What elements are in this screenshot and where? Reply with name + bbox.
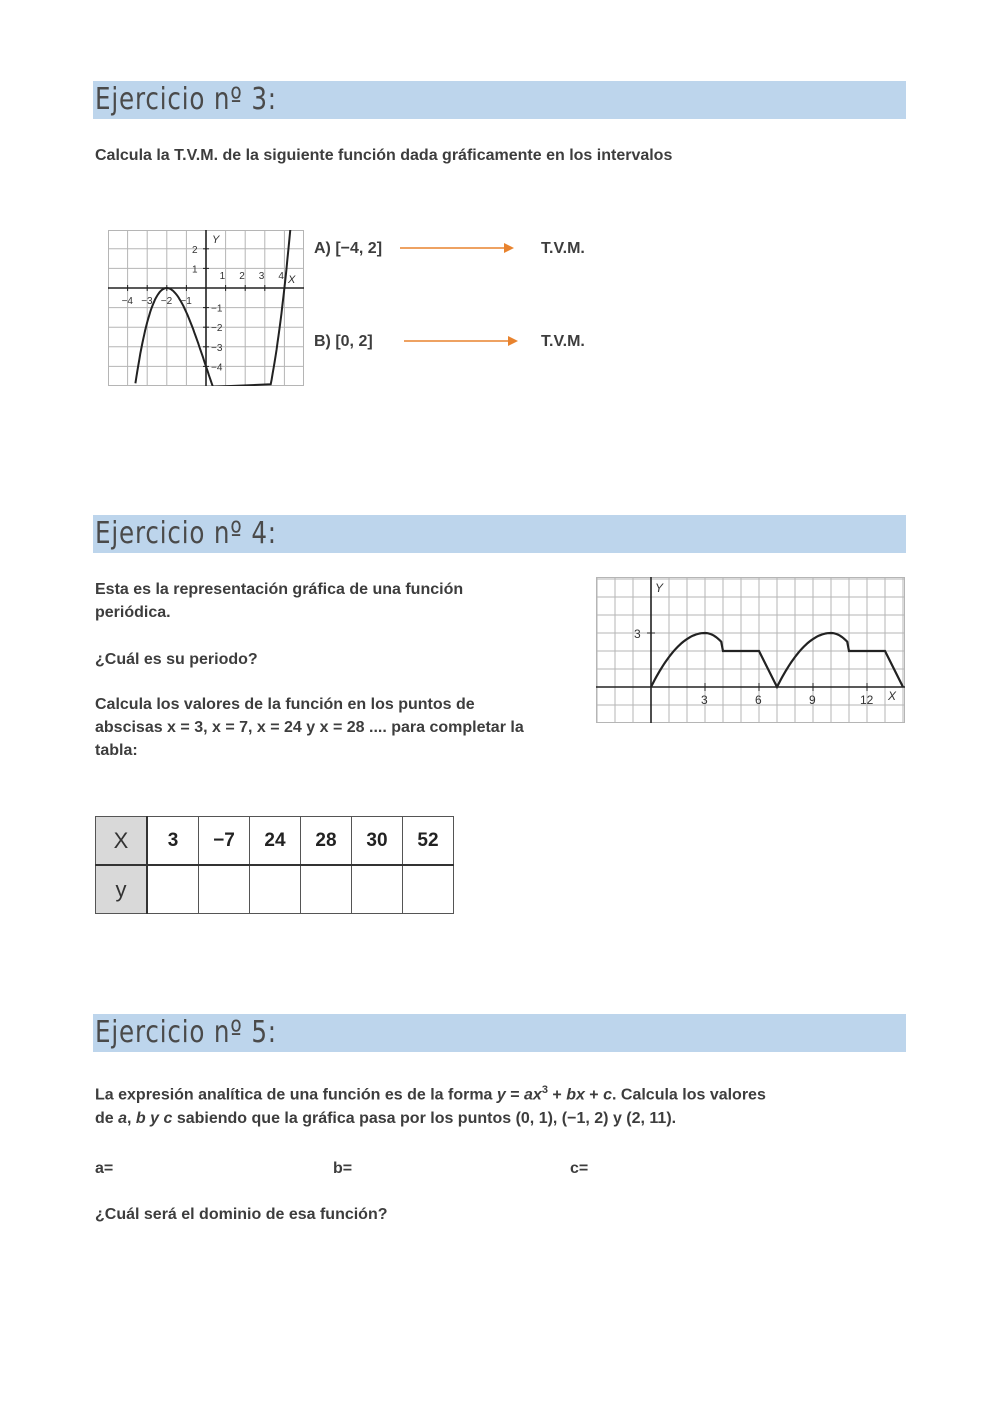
answer-a-label: a= [95,1160,114,1177]
table-cell-x: 24 [250,817,301,866]
table-cell-x: −7 [199,817,250,866]
ex5-statement-text: La expresión analítica de una función es de la forma [95,1086,497,1104]
table-header-x: X [96,817,148,866]
ex3-x-tick-label: 1 [219,271,226,282]
ex4-y-axis-label: Y [655,581,664,595]
formula-ax: ax [524,1086,542,1104]
ex3-y-tick-label: −2 [211,323,223,335]
ex4-y-tick-label: 3 [634,627,641,641]
ex3-x-tick-label: 3 [258,271,265,282]
ex4-instruction-line1: Calcula los valores de la función en los puntos de [95,696,475,713]
ex4-x-tick-label: 6 [755,693,762,707]
table-answer-cell[interactable] [301,865,352,914]
ex4-x-tick-label: 12 [860,693,874,707]
ex3-item-a-label: A) [−4, 2] [314,240,383,257]
ex3-x-tick-label: −4 [121,296,134,307]
ex4-heading-band [93,515,906,553]
ex3-y-tick-label: −1 [211,303,223,315]
ex5-heading-band [93,1014,906,1052]
ex3-prompt: Calcula la T.V.M. de la siguiente función dada gráficamente en los intervalos [95,147,673,164]
ex3-y-axis-label: Y [212,234,220,246]
table-answer-cell[interactable] [403,865,454,914]
ex3-x-tick-label: 2 [239,271,245,282]
ex5-statement-text: sabiendo que la gráfica pasa por los puntos (0, 1), (−1, 2) y (2, 11). [172,1110,677,1127]
formula-y: y [496,1086,506,1104]
ex5-statement-text: . Calcula los valores [612,1086,766,1104]
formula-plus: + [547,1086,567,1104]
ex3-y-tick-label: 2 [192,244,198,256]
ex4-period-question: ¿Cuál es su periodo? [95,651,258,668]
table-answer-cell[interactable] [147,865,199,914]
table-cell-x: 30 [352,817,403,866]
table-cell-x: 28 [301,817,352,866]
ex3-x-tick-label: −3 [141,296,153,307]
ex4-x-tick-label: 3 [701,693,708,707]
ex4-x-axis-label: X [888,689,897,703]
ex3-heading: Ejercicio nº 3: [95,82,277,117]
ex3-y-tick-label: −3 [211,342,223,354]
ex3-heading-band [93,81,906,119]
ex5-heading: Ejercicio nº 5: [95,1015,277,1050]
ex3-x-tick-label: −2 [160,296,173,307]
table-cell-x: 3 [147,817,199,866]
var-a: a [118,1110,128,1127]
ex4-intro-line1: Esta es la representación gráfica de una función [95,581,464,598]
ex4-intro-line2: periódica. [95,604,171,621]
ex3-item-b-result-label: T.V.M. [541,333,585,350]
table-row-y [96,865,454,914]
formula-exponent: 3 [541,1084,548,1096]
ex4-values-table [95,816,454,914]
ex3-cubic-graph [108,230,304,386]
ex3-item-a-arrow [400,240,518,256]
ex3-x-tick-label: 4 [278,271,284,282]
ex5-domain-question: ¿Cuál será el dominio de esa función? [95,1206,388,1223]
answer-b-label: b= [333,1160,353,1177]
table-answer-cell[interactable] [250,865,301,914]
ex4-heading: Ejercicio nº 4: [95,516,277,551]
ex5-statement-line2 [95,1107,676,1130]
ex3-item-b-label: B) [0, 2] [314,333,373,350]
var-b-c: b y c [135,1110,173,1127]
ex3-y-tick-label: 1 [192,264,198,276]
ex4-x-tick-label: 9 [809,693,816,707]
table-header-y: y [96,865,148,914]
table-answer-cell[interactable] [352,865,403,914]
answer-c-label: c= [570,1160,589,1177]
ex3-x-axis-label: X [288,274,296,286]
ex5-statement-text: de [95,1110,119,1127]
ex5-statement-line1 [95,1079,766,1106]
formula-c: c [603,1086,612,1104]
ex5-statement-text: , [127,1110,136,1127]
ex3-x-tick-label: −1 [180,296,192,307]
ex4-instruction-line3: tabla: [95,742,138,759]
table-answer-cell[interactable] [199,865,250,914]
formula-plus: + [584,1086,604,1104]
ex4-periodic-graph [596,577,905,723]
table-row-x [96,817,454,866]
ex3-item-b-arrow [404,333,522,349]
formula-eq: = [505,1086,525,1104]
ex3-y-tick-label: −4 [211,362,223,374]
table-cell-x: 52 [403,817,454,866]
ex3-item-a-result-label: T.V.M. [541,240,585,257]
formula-bx: bx [566,1086,585,1104]
ex4-instruction-line2: abscisas x = 3, x = 7, x = 24 y x = 28 .... para completar la [95,719,524,736]
